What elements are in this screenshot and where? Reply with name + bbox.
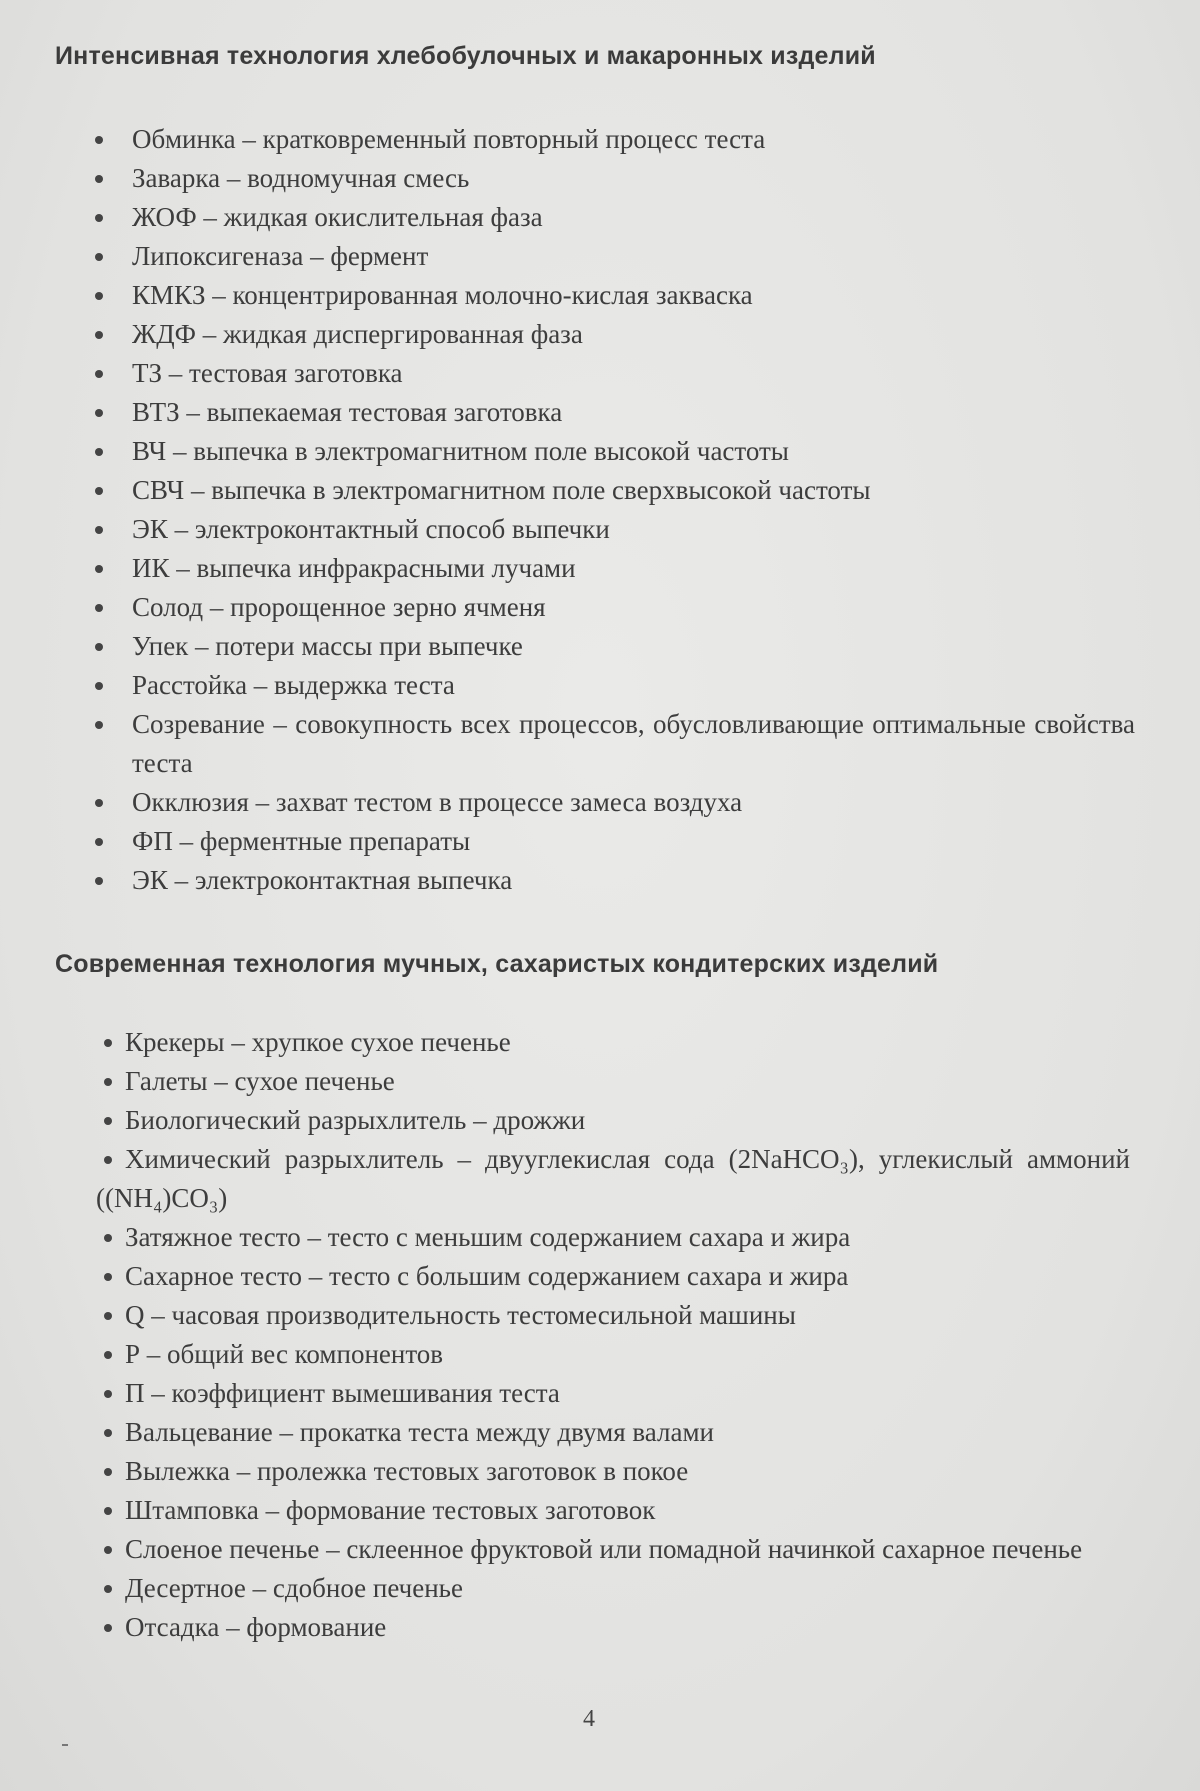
section-title-confectionery: Современная технология мучных, сахаристых кондитерских изделий — [55, 950, 938, 979]
list-item: Расстойка – выдержка теста — [95, 666, 1135, 705]
list-item: Упек – потери массы при выпечке — [95, 627, 1135, 666]
list-item: Солод – пророщенное зерно ячменя — [95, 588, 1135, 627]
list-item: Галеты – сухое печенье — [100, 1062, 1130, 1101]
list-item: Заварка – водномучная смесь — [95, 159, 1135, 198]
list-item: Вылежка – пролежка тестовых заготовок в покое — [100, 1452, 1130, 1491]
term-list-confectionery — [100, 1023, 1130, 1647]
list-item: Сахарное тесто – тесто с большим содержанием сахара и жира — [100, 1257, 1130, 1296]
scan-speck — [62, 1744, 68, 1746]
list-item: Слоеное печенье – склеенное фруктовой или помадной начинкой сахарное печенье — [96, 1530, 1130, 1569]
list-item: ЖОФ – жидкая окислительная фаза — [95, 198, 1135, 237]
list-item: СВЧ – выпечка в электромагнитном поле сверхвысокой частоты — [95, 471, 1135, 510]
list-item: Десертное – сдобное печенье — [100, 1569, 1130, 1608]
list-item: Крекеры – хрупкое сухое печенье — [100, 1023, 1130, 1062]
term-list-bread-pasta — [95, 120, 1135, 900]
list-item: Химический разрыхлитель – двууглекислая сода (2NaHCO₃), углекислый аммоний ((NH₄)CO₃) — [96, 1140, 1130, 1218]
list-item: Р – общий вес компонентов — [100, 1335, 1130, 1374]
list-item: Окклюзия – захват тестом в процессе замеса воздуха — [95, 783, 1135, 822]
list-item: ФП – ферментные препараты — [95, 822, 1135, 861]
list-item: Затяжное тесто – тесто с меньшим содержанием сахара и жира — [100, 1218, 1130, 1257]
list-item: П – коэффициент вымешивания теста — [100, 1374, 1130, 1413]
list-item: Биологический разрыхлитель – дрожжи — [100, 1101, 1130, 1140]
list-item: Обминка – кратковременный повторный процесс теста — [95, 120, 1135, 159]
list-item: Вальцевание – прокатка теста между двумя валами — [100, 1413, 1130, 1452]
list-item: Q – часовая производительность тестомесильной машины — [100, 1296, 1130, 1335]
document-page — [0, 0, 1200, 1791]
list-item: ЭК – электроконтактная выпечка — [95, 861, 1135, 900]
section-title-bread-pasta: Интенсивная технология хлебобулочных и макаронных изделий — [55, 42, 876, 71]
list-item: ИК – выпечка инфракрасными лучами — [95, 549, 1135, 588]
list-item: КМКЗ – концентрированная молочно-кислая закваска — [95, 276, 1135, 315]
list-item: ВТЗ – выпекаемая тестовая заготовка — [95, 393, 1135, 432]
list-item: Липоксигеназа – фермент — [95, 237, 1135, 276]
list-item: Отсадка – формование — [100, 1608, 1130, 1647]
list-item: ЭК – электроконтактный способ выпечки — [95, 510, 1135, 549]
list-item: Созревание – совокупность всех процессов, обусловливающие оптимальные свойства теста — [95, 705, 1135, 783]
list-item: ВЧ – выпечка в электромагнитном поле высокой частоты — [95, 432, 1135, 471]
list-item: ТЗ – тестовая заготовка — [95, 354, 1135, 393]
page-number: 4 — [583, 1706, 595, 1733]
list-item: Штамповка – формование тестовых заготовок — [100, 1491, 1130, 1530]
list-item: ЖДФ – жидкая диспергированная фаза — [95, 315, 1135, 354]
